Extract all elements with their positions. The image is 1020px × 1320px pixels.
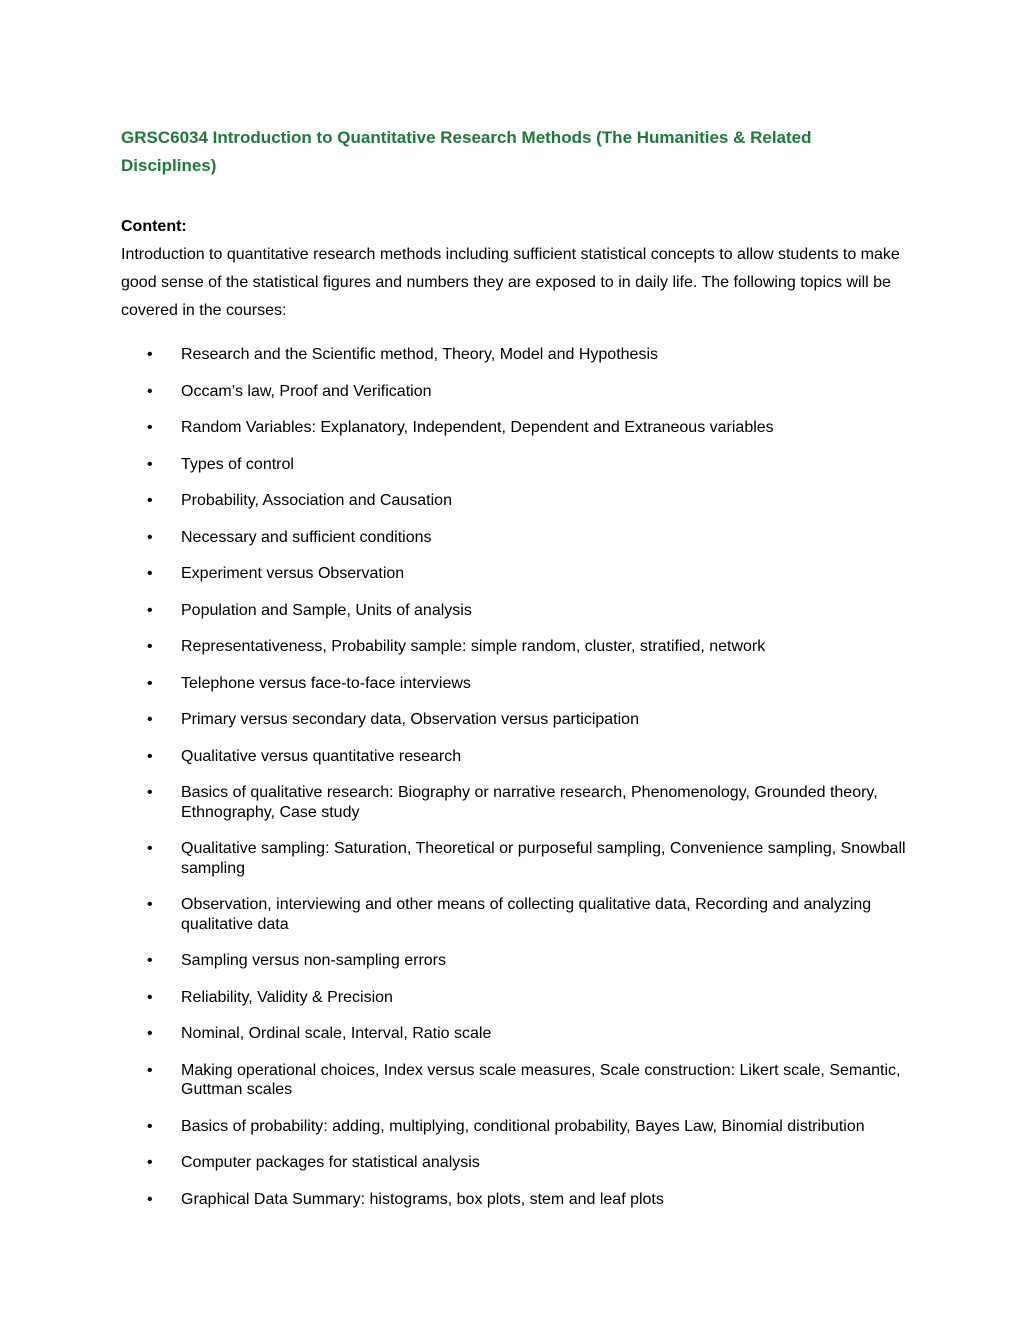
topic-item xyxy=(121,951,911,971)
topic-text: Computer packages for statistical analysis xyxy=(181,1154,480,1171)
topic-text: Qualitative sampling: Saturation, Theoretical or purposeful sampling, Convenience sampling, Snowball sampling xyxy=(181,840,906,877)
topic-item xyxy=(121,637,911,657)
topic-item xyxy=(121,1190,911,1210)
topic-text: Making operational choices, Index versus scale measures, Scale construction: Likert scale, Semantic, Guttman scales xyxy=(181,1061,901,1098)
topic-item xyxy=(121,1024,911,1044)
topic-text: Population and Sample, Units of analysis xyxy=(181,601,472,619)
document-page xyxy=(121,124,911,1226)
topic-item xyxy=(121,491,911,511)
bullet-icon: • xyxy=(147,601,153,619)
bullet-icon: • xyxy=(147,747,153,765)
bullet-icon: • xyxy=(147,674,153,692)
topic-text: Experiment versus Observation xyxy=(181,565,405,582)
topic-item xyxy=(121,988,911,1008)
topic-text: Random Variables: Explanatory, Independent, Dependent and Extraneous variables xyxy=(181,419,774,436)
bullet-icon: • xyxy=(147,952,153,969)
topic-item xyxy=(121,895,911,934)
topic-text: Basics of probability: adding, multiplying, conditional probability, Bayes Law, Binomial distribution xyxy=(181,1117,865,1135)
topic-text: Primary versus secondary data, Observation versus participation xyxy=(181,711,639,728)
topic-text: Qualitative versus quantitative research xyxy=(181,747,462,765)
topic-text: Necessary and sufficient conditions xyxy=(181,528,432,546)
bullet-icon: • xyxy=(147,1190,153,1208)
topic-item xyxy=(121,528,911,548)
bullet-icon: • xyxy=(147,528,153,546)
topic-item xyxy=(121,418,911,438)
topic-item xyxy=(121,674,911,694)
topic-item xyxy=(121,839,911,878)
topics-list xyxy=(121,345,911,1209)
topic-item xyxy=(121,1061,911,1100)
topic-item xyxy=(121,345,911,365)
topic-item xyxy=(121,382,911,402)
topic-item xyxy=(121,747,911,767)
bullet-icon: • xyxy=(147,1061,153,1079)
topic-text: Basics of qualitative research: Biography or narrative research, Phenomenology, Grounded theory, Ethnography, Case study xyxy=(181,784,878,821)
topic-item xyxy=(121,1153,911,1173)
topic-text: Observation, interviewing and other means of collecting qualitative data, Recording and analyzing qualitative data xyxy=(181,896,872,933)
bullet-icon: • xyxy=(147,419,153,436)
bullet-icon: • xyxy=(147,455,153,473)
topic-text: Reliability, Validity & Precision xyxy=(181,988,393,1006)
bullet-icon: • xyxy=(147,711,153,728)
bullet-icon: • xyxy=(147,638,153,655)
topic-text: Nominal, Ordinal scale, Interval, Ratio scale xyxy=(181,1025,492,1042)
bullet-icon: • xyxy=(147,492,153,509)
topic-text: Probability, Association and Causation xyxy=(181,492,452,509)
content-label: Content: xyxy=(121,218,187,235)
intro-paragraph: Introduction to quantitative research methods including sufficient statistical concepts to allow students to make good sense of the statistical figures and numbers they are exposed to in daily life. The following topics will be covered in the courses: xyxy=(121,246,900,319)
topic-text: Types of control xyxy=(181,455,294,473)
bullet-icon: • xyxy=(147,1117,153,1135)
course-title: GRSC6034 Introduction to Quantitative Research Methods (The Humanities & Related Disciplines) xyxy=(121,128,812,175)
topic-item xyxy=(121,564,911,584)
topic-item xyxy=(121,1117,911,1137)
topic-item xyxy=(121,783,911,822)
topic-text: Sampling versus non-sampling errors xyxy=(181,952,446,969)
topic-text: Occam’s law, Proof and Verification xyxy=(181,382,432,400)
bullet-icon: • xyxy=(147,346,153,363)
topic-item xyxy=(121,455,911,475)
topic-text: Graphical Data Summary: histograms, box plots, stem and leaf plots xyxy=(181,1190,664,1208)
bullet-icon: • xyxy=(147,988,153,1006)
bullet-icon: • xyxy=(147,565,153,582)
bullet-icon: • xyxy=(147,1154,153,1171)
bullet-icon: • xyxy=(147,896,153,913)
bullet-icon: • xyxy=(147,382,153,400)
topic-text: Representativeness, Probability sample: simple random, cluster, stratified, network xyxy=(181,638,766,655)
topic-item xyxy=(121,601,911,621)
bullet-icon: • xyxy=(147,1025,153,1042)
bullet-icon: • xyxy=(147,840,153,857)
bullet-icon: • xyxy=(147,784,153,801)
topic-text: Research and the Scientific method, Theory, Model and Hypothesis xyxy=(181,346,658,363)
topic-item xyxy=(121,710,911,730)
topic-text: Telephone versus face-to-face interviews xyxy=(181,674,471,692)
